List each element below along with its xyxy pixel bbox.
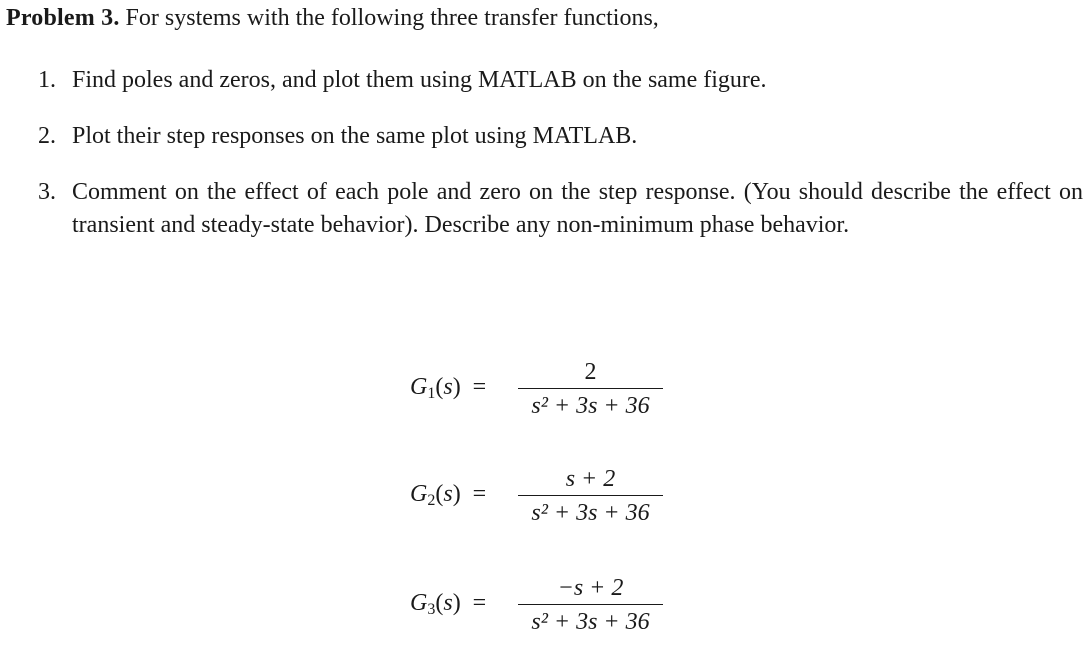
list-item-number: 3.: [38, 179, 56, 205]
denominator: s² + 3s + 36: [531, 609, 650, 635]
function-subscript: 1: [427, 385, 436, 402]
numerator: s + 2: [565, 466, 616, 492]
function-subscript: 3: [427, 601, 436, 618]
problem-label: Problem 3.: [6, 5, 120, 31]
list-item-3: [38, 176, 1083, 242]
function-name: G: [410, 590, 428, 616]
problem-heading: [6, 2, 659, 34]
fraction: [518, 572, 663, 637]
list-item-number: 2.: [38, 123, 56, 149]
list-item-number: 1.: [38, 67, 56, 93]
denominator: s² + 3s + 36: [531, 500, 650, 526]
function-arg: s: [443, 374, 453, 400]
equation-lhs: $G_2(s)$ =: [410, 481, 487, 509]
function-arg: s: [443, 481, 453, 507]
list-item-text: Find poles and zeros, and plot them using MATLAB on the same figure.: [72, 67, 767, 93]
equation-g2: [410, 463, 680, 543]
equation-lhs: $G_3(s)$ =: [410, 590, 487, 618]
equation-g1: [410, 356, 680, 436]
fraction: [518, 356, 663, 421]
function-subscript: 2: [427, 492, 436, 509]
numerator: −s + 2: [557, 575, 624, 601]
function-arg: s: [443, 590, 453, 616]
list-item-1: [38, 64, 1083, 97]
function-name: G: [410, 481, 428, 507]
fraction: [518, 463, 663, 528]
list-item-text: Comment on the effect of each pole and zero on the step response. (You should describe the effect on transient and steady-state behavior). Describe any non-minimum phase behavior.: [72, 179, 1083, 238]
equation-g3: [410, 572, 680, 652]
equation-lhs: $G_1(s)$ =: [410, 374, 487, 402]
problem-intro: For systems with the following three transfer functions,: [125, 5, 659, 31]
list-item-text: Plot their step responses on the same plot using MATLAB.: [72, 123, 638, 149]
denominator: s² + 3s + 36: [531, 393, 650, 419]
list-item-2: [38, 120, 1083, 153]
function-name: G: [410, 374, 428, 400]
numerator: 2: [584, 359, 597, 385]
